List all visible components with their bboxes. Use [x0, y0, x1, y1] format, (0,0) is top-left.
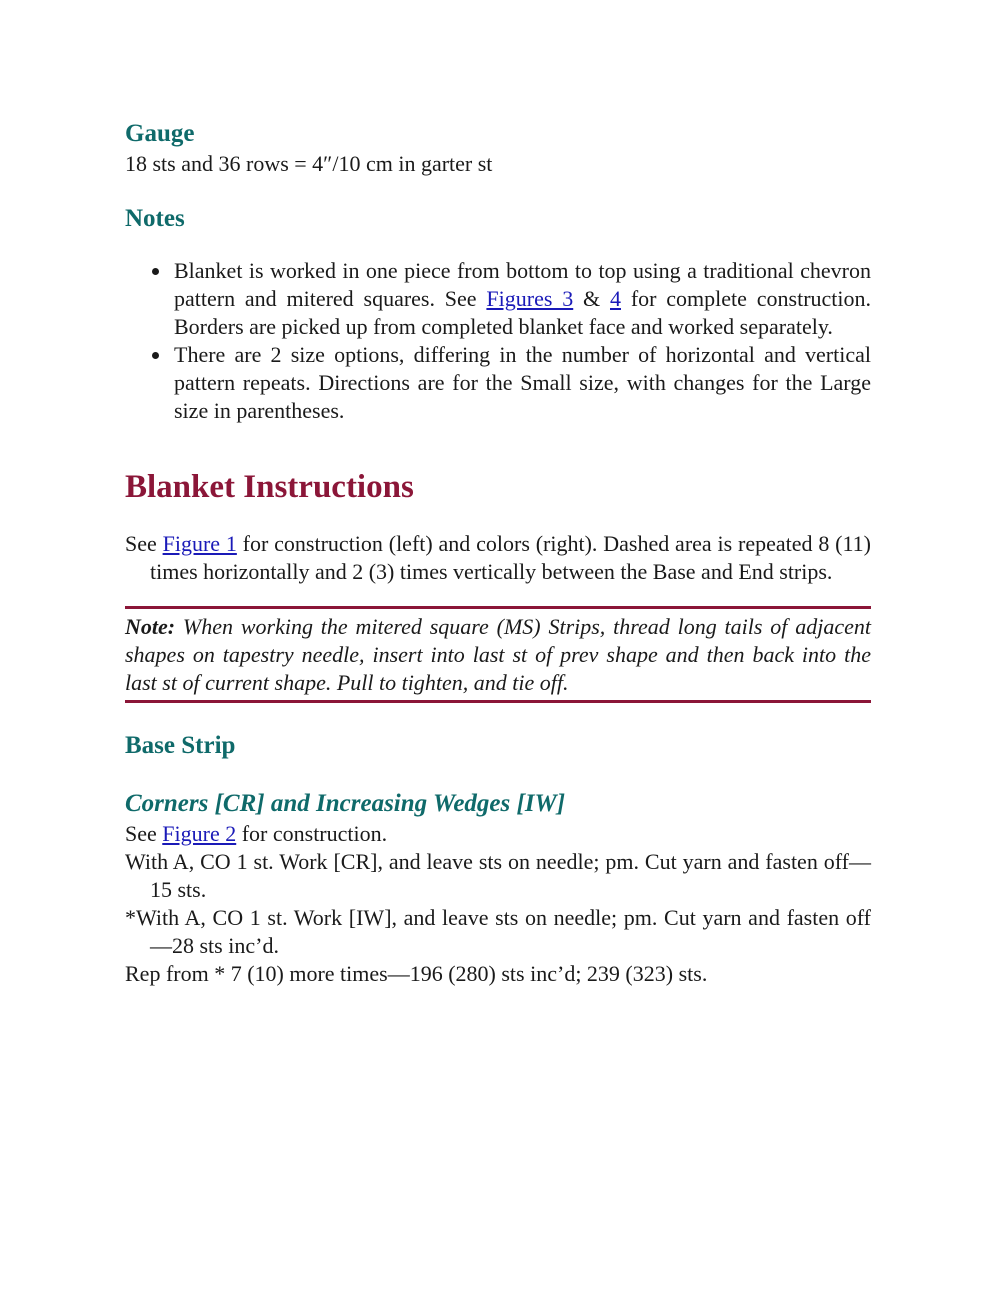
corners-wedges-subheading: Corners [CR] and Increasing Wedges [IW]	[125, 790, 566, 817]
notes-bullet-2: There are 2 size options, differing in the number of horizontal and vertical pattern repeats. Directions are for the Small size, with changes for the Large size in parentheses.	[125, 341, 871, 425]
figures-3-link[interactable]: Figures 3	[486, 286, 574, 311]
instruction-step-3: Rep from * 7 (10) more times—196 (280) sts inc’d; 239 (323) sts.	[125, 961, 708, 986]
note-text: When working the mitered square (MS) Strips, thread long tails of adjacent shapes on tapestry needle, insert into last st of prev shape and then back into the last st of current shape. Pull to tighten, and tie off.	[125, 614, 871, 695]
instruction-step-1: With A, CO 1 st. Work [CR], and leave sts on needle; pm. Cut yarn and fasten off—15 sts.	[125, 849, 871, 902]
blanket-intro-text: See Figure 1 for construction (left) and colors (right). Dashed area is repeated 8 (11) times horizontally and 2 (3) times vertically between the Base and End strips.	[125, 531, 871, 584]
bullet-icon	[152, 268, 159, 275]
instruction-step-2: *With A, CO 1 st. Work [IW], and leave sts on needle; pm. Cut yarn and fasten off—28 sts inc’d.	[125, 905, 871, 958]
note-label: Note:	[125, 614, 176, 639]
bullet-icon	[152, 352, 159, 359]
figure-1-link[interactable]: Figure 1	[162, 531, 237, 556]
figure-4-link[interactable]: 4	[610, 286, 621, 311]
blanket-instructions-heading: Blanket Instructions	[125, 469, 414, 505]
notes-list	[125, 257, 871, 425]
document-page	[125, 118, 871, 988]
figure-2-link[interactable]: Figure 2	[162, 821, 237, 846]
figure-2-reference: See Figure 2 for construction.	[125, 821, 388, 846]
notes-heading: Notes	[125, 205, 185, 232]
gauge-heading: Gauge	[125, 120, 195, 147]
note-box	[125, 606, 871, 703]
notes-bullet-1: Blanket is worked in one piece from bottom to top using a traditional chevron pattern and mitered squares. See Figures 3 & 4 for complete construction. Borders are picked up from completed blanket face and worked separately.	[125, 257, 871, 341]
base-strip-heading: Base Strip	[125, 732, 236, 759]
gauge-text: 18 sts and 36 rows = 4″/10 cm in garter st	[125, 151, 493, 176]
